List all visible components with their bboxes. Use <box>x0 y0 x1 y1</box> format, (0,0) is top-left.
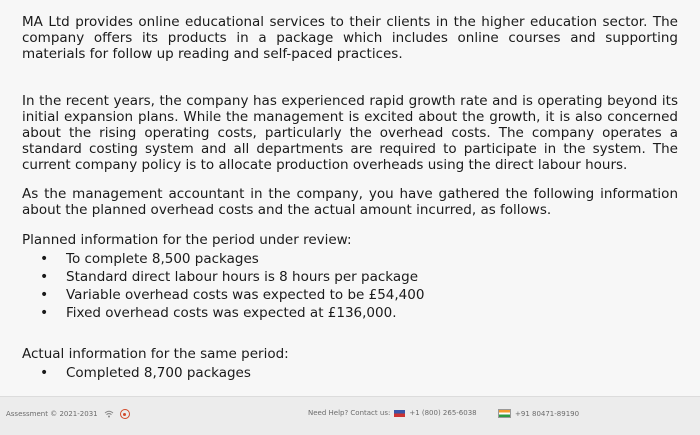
list-item: • Fixed overhead costs was expected at £136,000. <box>40 304 424 322</box>
planned-list <box>40 250 424 322</box>
accountant-paragraph: As the management accountant in the company, you have gathered the following information about the planned overhead costs and the actual amount incurred, as follows. <box>22 186 678 218</box>
list-item: • Standard direct labour hours is 8 hours per package <box>40 268 424 286</box>
copyright-text: Assessment © 2021-2031 <box>6 410 98 418</box>
intro-paragraph: MA Ltd provides online educational services to their clients in the higher education sector. The company offers its products in a package which includes online courses and supporting materials for follow up reading and self-paced practices. <box>22 14 678 62</box>
actual-heading: Actual information for the same period: <box>22 346 289 362</box>
list-item: • To complete 8,500 packages <box>40 250 424 268</box>
record-icon[interactable] <box>120 409 130 419</box>
footer-left <box>6 409 130 419</box>
list-item: • Variable overhead costs was expected to be £54,400 <box>40 286 424 304</box>
growth-paragraph: In the recent years, the company has experienced rapid growth rate and is operating beyond its initial expansion plans. While the management is excited about the growth, it is also concerned about the rising operating costs, particularly the overhead costs. The company operates a standard costing system and all departments are required to participate in the system. The current company policy is to allocate production overheads using the direct labour hours. <box>22 93 678 173</box>
footer-phone-in <box>498 409 579 418</box>
actual-list <box>40 364 251 382</box>
us-flag-icon <box>394 410 405 417</box>
help-text: Need Help? Contact us: <box>308 409 391 417</box>
footer-help <box>308 409 477 417</box>
wifi-icon <box>104 410 114 418</box>
phone-in[interactable]: +91 80471-89190 <box>515 409 580 418</box>
footer-bar <box>0 396 700 435</box>
list-item: • Completed 8,700 packages <box>40 364 251 382</box>
phone-us[interactable]: +1 (800) 265-6038 <box>409 409 477 417</box>
india-flag-icon <box>498 409 511 418</box>
planned-heading: Planned information for the period under review: <box>22 232 352 248</box>
